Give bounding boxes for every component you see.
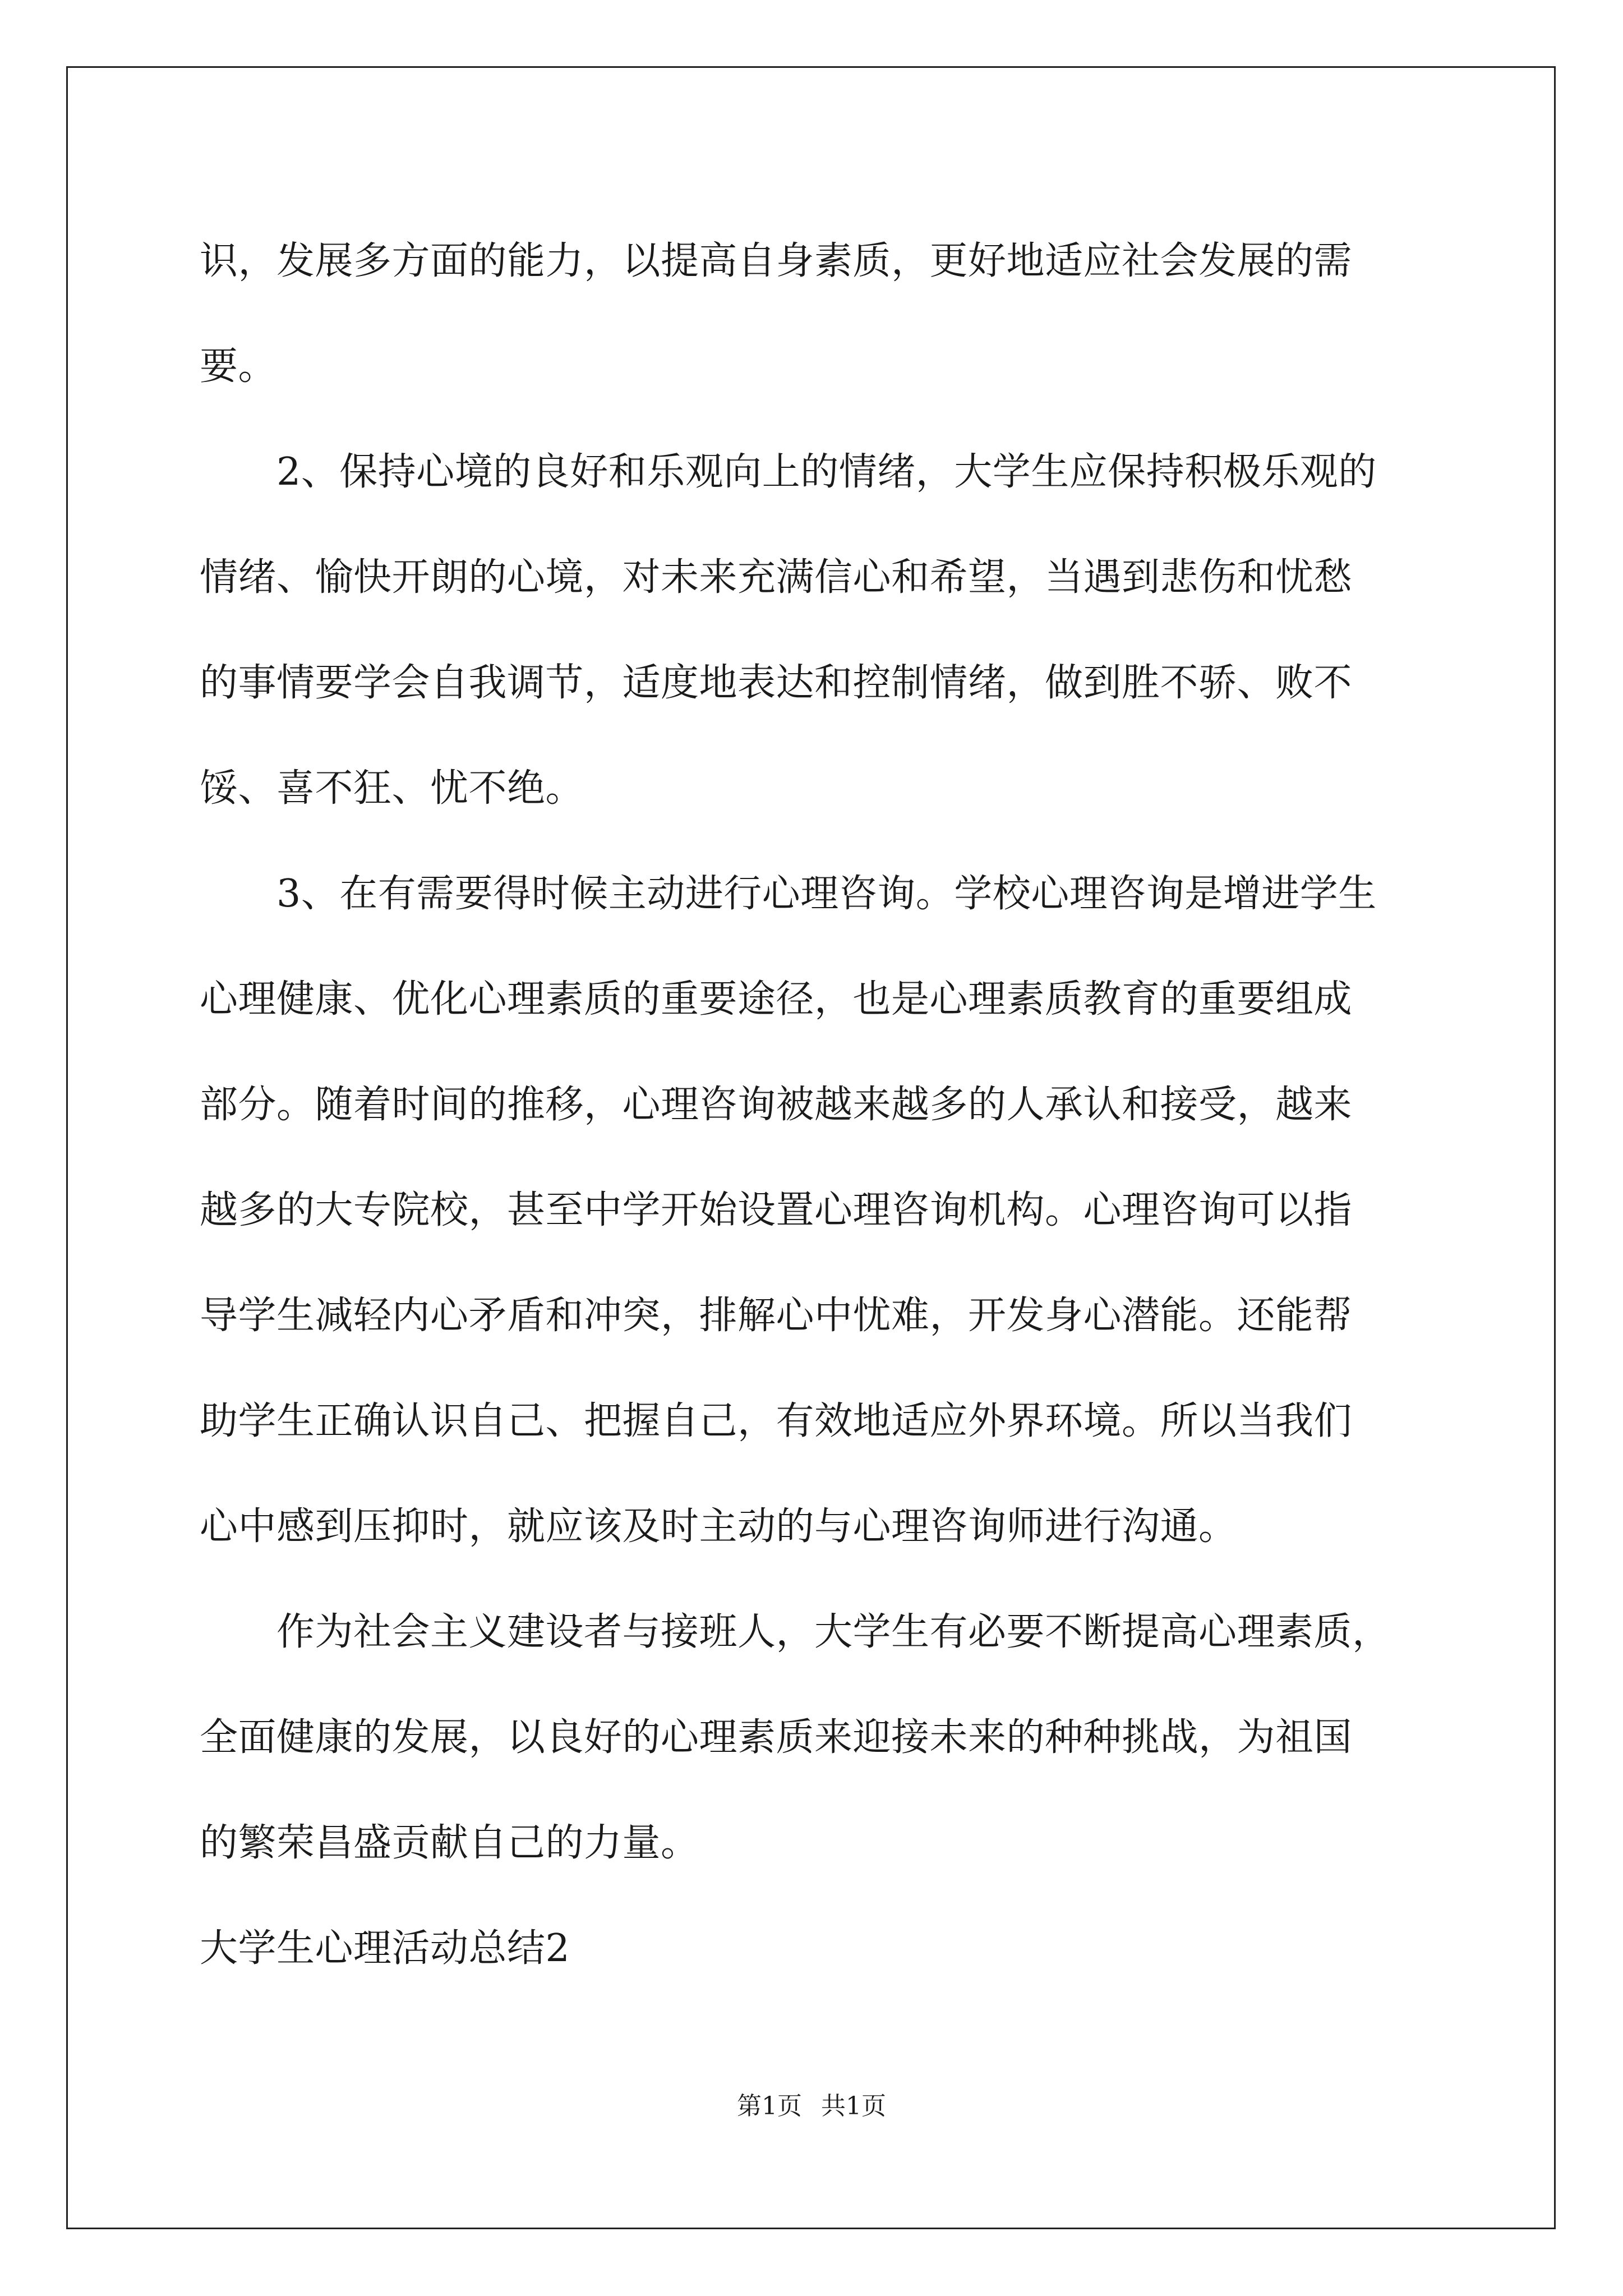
text-line: 3、在有需要得时候主动进行心理咨询。学校心理咨询是增进学生: [200, 872, 1377, 916]
text-line: 助学生正确认识自己、把握自己，有效地适应外界环境。所以当我们: [200, 1399, 1353, 1443]
text-line: 心理健康、优化心理素质的重要途径，也是心理素质教育的重要组成: [200, 977, 1353, 1022]
page-footer: [0, 2090, 1623, 2123]
text-line: 2、保持心境的良好和乐观向上的情绪，大学生应保持积极乐观的: [200, 450, 1377, 494]
text-line: 情绪、愉快开朗的心境，对未来充满信心和希望，当遇到悲伤和忧愁: [200, 555, 1353, 600]
page-number-total: 共1页: [821, 2092, 886, 2120]
section-heading: [200, 1896, 1424, 2001]
text-line: 心中感到压抑时，就应该及时主动的与心理咨询师进行沟通。: [200, 1504, 1237, 1549]
document-body: [200, 209, 1424, 2001]
page-number-current: 第1页: [737, 2092, 802, 2120]
paragraph-1: [200, 209, 1424, 420]
text-line: 越多的大专院校，甚至中学开始设置心理咨询机构。心理咨询可以指: [200, 1188, 1353, 1232]
paragraph-4: [200, 1580, 1424, 1896]
text-line: 馁、喜不狂、忧不绝。: [200, 766, 584, 811]
text-line: 识，发展多方面的能力，以提高自身素质，更好地适应社会发展的需: [200, 239, 1353, 283]
text-line: 作为社会主义建设者与接班人，大学生有必要不断提高心理素质，: [200, 1610, 1391, 1654]
paragraph-3: [200, 841, 1424, 1580]
text-line: 的事情要学会自我调节，适度地表达和控制情绪，做到胜不骄、败不: [200, 661, 1353, 705]
heading-line: 大学生心理活动总结2: [200, 1926, 570, 1971]
text-line: 的繁荣昌盛贡献自己的力量。: [200, 1821, 699, 1865]
text-line: 导学生减轻内心矛盾和冲突，排解心中忧难，开发身心潜能。还能帮: [200, 1294, 1353, 1338]
text-line: 全面健康的发展，以良好的心理素质来迎接未来的种种挑战，为祖国: [200, 1715, 1353, 1760]
text-line: 部分。随着时间的推移，心理咨询被越来越多的人承认和接受，越来: [200, 1083, 1353, 1127]
text-line: 要。: [200, 344, 277, 389]
paragraph-2: [200, 420, 1424, 841]
